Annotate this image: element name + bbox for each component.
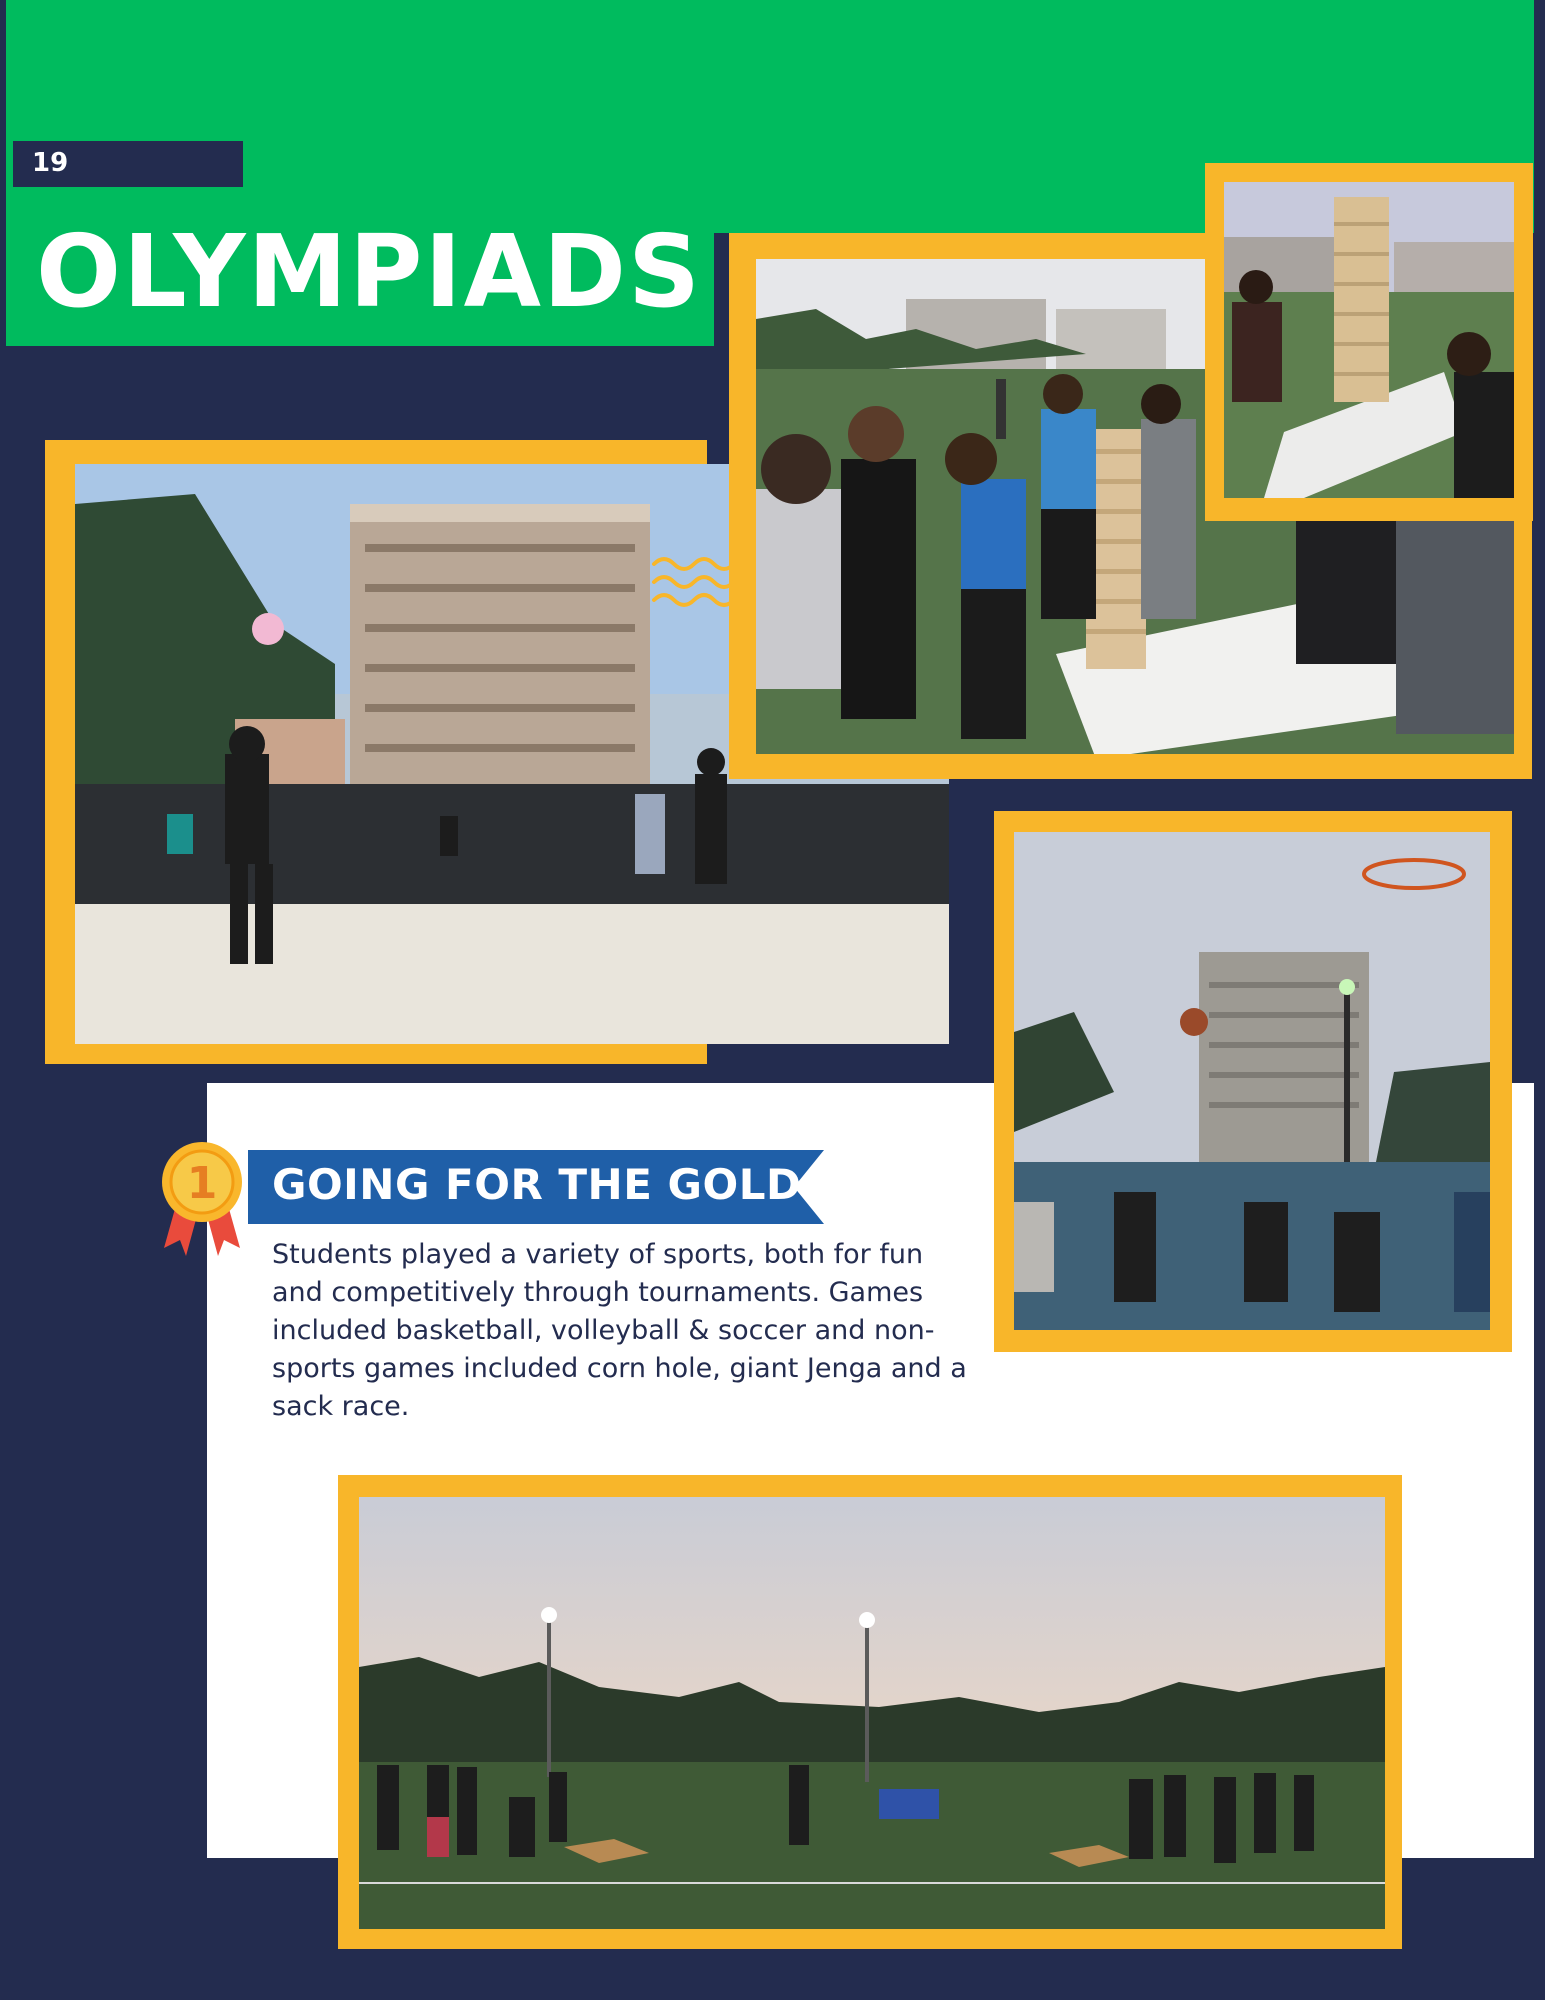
section-heading: GOING FOR THE GOLD [272, 1160, 802, 1209]
wave-squiggle-icon [650, 550, 740, 614]
cornhole-photo [359, 1497, 1385, 1929]
page-number: 19 [32, 148, 69, 178]
jenga-tower-photo [1224, 182, 1514, 498]
gold-medal-icon [156, 1136, 248, 1260]
medal-number: 1 [186, 1158, 218, 1209]
basketball-photo [1014, 832, 1490, 1330]
page-title: OLYMPIADS [36, 213, 702, 330]
section-body-text: Students played a variety of sports, both for fun and competitively through tournaments. Games included basketball, volleyball & soccer and non-sports games included corn hole, giant Jenga and a sack race. [272, 1239, 967, 1422]
